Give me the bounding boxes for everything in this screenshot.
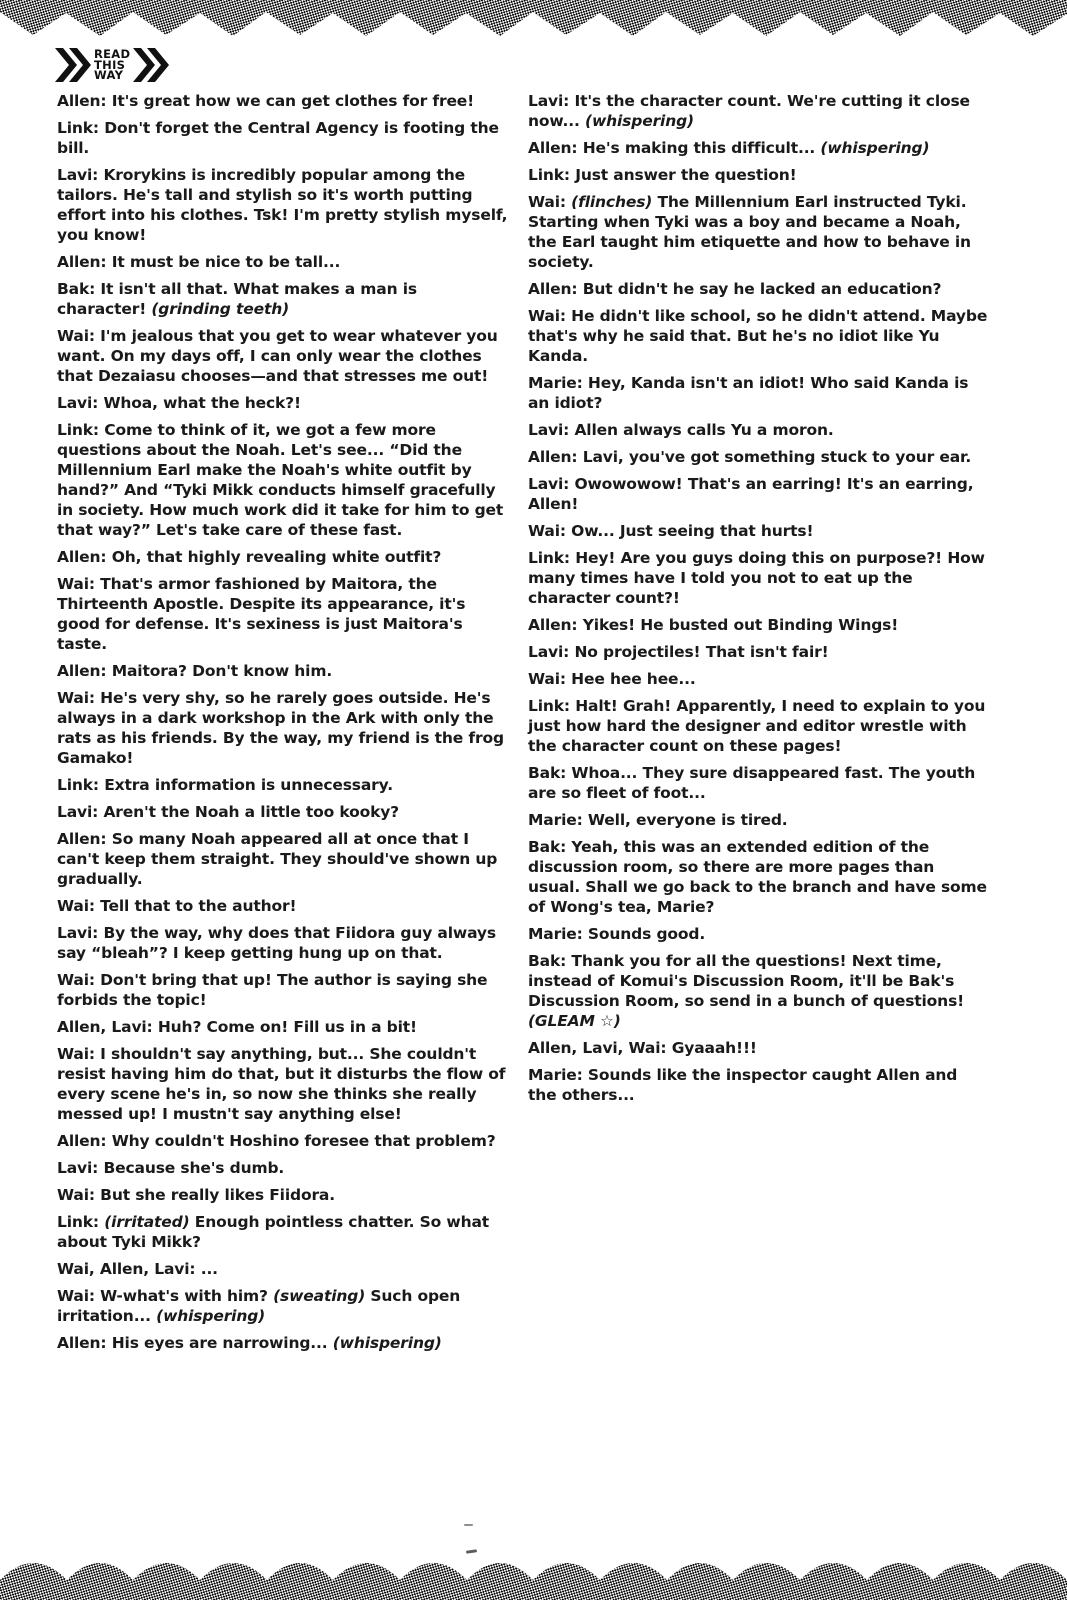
- dialogue-text: Allen: It must be nice to be tall...: [57, 253, 341, 271]
- dialogue-text: Link:: [57, 1213, 105, 1231]
- dialogue-text: Link: Extra information is unnecessary.: [57, 776, 393, 794]
- dialogue-paragraph: [57, 1185, 509, 1205]
- dialogue-text: Lavi: By the way, why does that Fiidora guy always say “bleah”? I keep getting hung up on that.: [57, 924, 496, 962]
- stage-direction: (GLEAM ☆): [528, 1012, 621, 1030]
- read-this-way-label: [94, 49, 130, 81]
- dialogue-text: Link: Halt! Grah! Apparently, I need to explain to you just how hard the designer and editor wrestle with the character count on these pages!: [528, 697, 986, 755]
- dialogue-paragraph: [57, 896, 509, 916]
- dialogue-paragraph: [528, 165, 990, 185]
- dialogue-paragraph: [528, 306, 990, 366]
- stage-direction: (whispering): [156, 1307, 266, 1325]
- dialogue-text: Enough pointless chatter. So what about Tyki Mikk?: [57, 1213, 490, 1251]
- stage-direction: (whispering): [332, 1334, 442, 1352]
- dialogue-text: Wai: W-what's with him?: [57, 1287, 274, 1305]
- dialogue-text: Bak: Thank you for all the questions! Next time, instead of Komui's Discussion Room, it'll be Bak's Discussion Room, so send in a bunch of questions!: [528, 952, 965, 1010]
- dialogue-text: Wai: I shouldn't say anything, but... She couldn't resist having him do that, but it disturbs the flow of every scene he's in, so now she thinks she really messed up! I mustn't say anything else!: [57, 1045, 506, 1123]
- dialogue-paragraph: [57, 1212, 509, 1252]
- dialogue-text: Bak: It isn't all that. What makes a man is character!: [57, 280, 417, 318]
- dialogue-paragraph: [528, 669, 990, 689]
- dialogue-paragraph: [57, 688, 509, 768]
- dialogue-paragraph: [528, 696, 990, 756]
- dialogue-paragraph: [528, 1065, 990, 1105]
- dialogue-paragraph: [57, 661, 509, 681]
- dialogue-text: Allen: But didn't he say he lacked an education?: [528, 280, 942, 298]
- dialogue-text: Allen: Oh, that highly revealing white outfit?: [57, 548, 442, 566]
- dialogue-text: Allen: So many Noah appeared all at once that I can't keep them straight. They should've shown up gradually.: [57, 830, 498, 888]
- dialogue-paragraph: [528, 837, 990, 917]
- stage-direction: (grinding teeth): [151, 300, 290, 318]
- read-this-way-line-2: THIS: [94, 57, 126, 72]
- dialogue-text: Link: Just answer the question!: [528, 166, 797, 184]
- dialogue-paragraph: [528, 951, 990, 1031]
- dialogue-paragraph: [528, 91, 990, 131]
- read-this-way-marker: [55, 48, 169, 82]
- dialogue-paragraph: [528, 642, 990, 662]
- dialogue-text: Lavi: Allen always calls Yu a moron.: [528, 421, 834, 439]
- dialogue-text: Bak: Yeah, this was an extended edition of the discussion room, so there are more pages than usual. Shall we go back to the branch and have some of Wong's tea, Marie?: [528, 838, 987, 916]
- dialogue-paragraph: [528, 192, 990, 272]
- dialogue-text: Lavi: Whoa, what the heck?!: [57, 394, 301, 412]
- stage-direction: (whispering): [585, 112, 694, 130]
- dialogue-paragraph: [57, 393, 509, 413]
- bottom-wave-border: [0, 1552, 1067, 1600]
- dialogue-text: Marie: Hey, Kanda isn't an idiot! Who said Kanda is an idiot?: [528, 374, 969, 412]
- dialogue-paragraph: [57, 91, 509, 111]
- dialogue-paragraph: [57, 1158, 509, 1178]
- dialogue-text: Lavi: Krorykins is incredibly popular among the tailors. He's tall and stylish so it's worth putting effort into his clothes. Tsk! I'm pretty stylish myself, you know!: [57, 166, 508, 244]
- dialogue-paragraph: [57, 420, 509, 540]
- dialogue-text: Wai: But she really likes Fiidora.: [57, 1186, 335, 1204]
- dialogue-text: Allen: Why couldn't Hoshino foresee that problem?: [57, 1132, 496, 1150]
- dialogue-paragraph: [57, 923, 509, 963]
- dialogue-paragraph: [528, 474, 990, 514]
- dialogue-paragraph: [57, 1017, 509, 1037]
- dialogue-paragraph: [57, 547, 509, 567]
- dialogue-text: Allen: He's making this difficult...: [528, 139, 821, 157]
- dialogue-paragraph: [528, 548, 990, 608]
- read-this-way-line-3: WAY: [94, 68, 124, 83]
- dialogue-paragraph: [57, 1259, 509, 1279]
- dialogue-text: Lavi: Aren't the Noah a little too kooky?: [57, 803, 400, 821]
- dialogue-text: Allen: Yikes! He busted out Binding Wings!: [528, 616, 899, 634]
- dialogue-paragraph: [57, 118, 509, 158]
- dialogue-column-left: [57, 91, 509, 1360]
- dialogue-paragraph: [57, 1286, 509, 1326]
- dialogue-paragraph: [528, 447, 990, 467]
- dialogue-paragraph: [57, 775, 509, 795]
- dialogue-paragraph: [528, 924, 990, 944]
- dialogue-text: Allen, Lavi, Wai: Gyaaah!!!: [528, 1039, 757, 1057]
- dialogue-text: Wai, Allen, Lavi: ...: [57, 1260, 218, 1278]
- dialogue-paragraph: [528, 810, 990, 830]
- dialogue-paragraph: [528, 763, 990, 803]
- stage-direction: (whispering): [820, 139, 930, 157]
- dialogue-text: Wai: He's very shy, so he rarely goes outside. He's always in a dark workshop in the Ark with only the rats as his friends. By the way, my friend is the frog Gamako!: [57, 689, 504, 767]
- dialogue-text: Bak: Whoa... They sure disappeared fast. The youth are so fleet of foot...: [528, 764, 976, 802]
- stage-direction: (sweating): [273, 1287, 366, 1305]
- top-zigzag-border: [0, 0, 1067, 40]
- dialogue-text: Wai: That's armor fashioned by Maitora, the Thirteenth Apostle. Despite its appearance, it's good for defense. It's sexiness is just Maitora's taste.: [57, 575, 466, 653]
- dialogue-text: Marie: Sounds good.: [528, 925, 706, 943]
- dialogue-paragraph: [528, 420, 990, 440]
- read-direction-chevrons-left-icon: [55, 48, 91, 82]
- dialogue-text: Link: Hey! Are you guys doing this on purpose?! How many times have I told you not to eat up the character count?!: [528, 549, 985, 607]
- dialogue-text: Wai: Ow... Just seeing that hurts!: [528, 522, 814, 540]
- dialogue-text: Lavi: No projectiles! That isn't fair!: [528, 643, 829, 661]
- dialogue-paragraph: [528, 615, 990, 635]
- dialogue-paragraph: [57, 1044, 509, 1124]
- dialogue-text: Marie: Well, everyone is tired.: [528, 811, 788, 829]
- dialogue-text: Allen: Lavi, you've got something stuck to your ear.: [528, 448, 972, 466]
- dialogue-paragraph: [528, 521, 990, 541]
- dialogue-text: Lavi: It's the character count. We're cutting it close now...: [528, 92, 970, 130]
- dialogue-text: Wai: Hee hee hee...: [528, 670, 696, 688]
- dialogue-text: Link: Come to think of it, we got a few more questions about the Noah. Let's see... “Did the Millennium Earl make the Noah's white outfit by hand?” And “Tyki Mikk conducts himself gracefully in society. How much work did it take for him to get that way?” Let's take care of these fast.: [57, 421, 504, 539]
- dialogue-text: Allen: Maitora? Don't know him.: [57, 662, 333, 680]
- dialogue-paragraph: [57, 252, 509, 272]
- dialogue-paragraph: [57, 970, 509, 1010]
- dialogue-paragraph: [57, 829, 509, 889]
- dialogue-paragraph: [57, 574, 509, 654]
- dialogue-paragraph: [528, 373, 990, 413]
- dialogue-text: The Millennium Earl instructed Tyki. Starting when Tyki was a boy and became a Noah, the Earl taught him etiquette and how to behave in society.: [528, 193, 971, 271]
- dialogue-text: Such open irritation...: [57, 1287, 461, 1325]
- dialogue-paragraph: [57, 1333, 509, 1353]
- dialogue-paragraph: [528, 1038, 990, 1058]
- stage-direction: (irritated): [104, 1213, 190, 1231]
- read-direction-chevrons-right-icon: [133, 48, 169, 82]
- ink-speck: [464, 1524, 473, 1526]
- dialogue-paragraph: [57, 165, 509, 245]
- dialogue-paragraph: [57, 326, 509, 386]
- dialogue-text: Lavi: Because she's dumb.: [57, 1159, 285, 1177]
- dialogue-text: Allen, Lavi: Huh? Come on! Fill us in a bit!: [57, 1018, 417, 1036]
- dialogue-text: Wai:: [528, 193, 572, 211]
- dialogue-text: Link: Don't forget the Central Agency is footing the bill.: [57, 119, 499, 157]
- dialogue-text: Wai: Don't bring that up! The author is saying she forbids the topic!: [57, 971, 488, 1009]
- dialogue-text: Marie: Sounds like the inspector caught Allen and the others...: [528, 1066, 958, 1104]
- dialogue-paragraph: [528, 279, 990, 299]
- dialogue-text: Wai: Tell that to the author!: [57, 897, 297, 915]
- dialogue-paragraph: [57, 802, 509, 822]
- dialogue-paragraph: [57, 279, 509, 319]
- dialogue-text: Allen: It's great how we can get clothes for free!: [57, 92, 475, 110]
- stage-direction: (flinches): [571, 193, 653, 211]
- dialogue-text: Lavi: Owowowow! That's an earring! It's an earring, Allen!: [528, 475, 974, 513]
- dialogue-paragraph: [528, 138, 990, 158]
- dialogue-paragraph: [57, 1131, 509, 1151]
- dialogue-text: Wai: I'm jealous that you get to wear whatever you want. On my days off, I can only wear the clothes that Dezaiasu chooses—and that stresses me out!: [57, 327, 498, 385]
- read-this-way-line-1: READ: [94, 47, 131, 62]
- dialogue-text: Wai: He didn't like school, so he didn't attend. Maybe that's why he said that. But he's no idiot like Yu Kanda.: [528, 307, 988, 365]
- dialogue-column-right: [528, 91, 990, 1112]
- dialogue-text: Allen: His eyes are narrowing...: [57, 1334, 333, 1352]
